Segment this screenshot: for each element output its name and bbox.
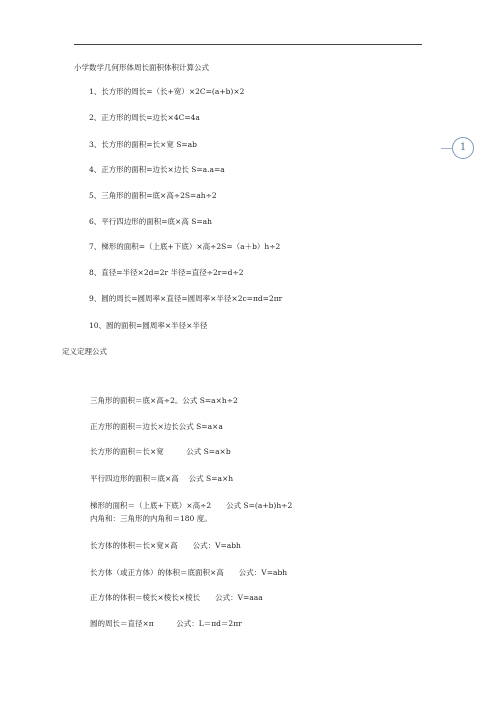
definition-line: 梯形的面积＝（上底+下底）×高÷2 公式 S=(a+b)h÷2 — [90, 501, 293, 510]
formula-line: 9、圆的周长=圆周率×直径=圆周率×半径×2c=πd=2πr — [89, 294, 283, 303]
formula-line: 3、长方形的面积=长×宽 S=ab — [89, 140, 197, 149]
definition-line: 内角和：三角形的内角和＝180 度。 — [90, 514, 212, 523]
section-title: 定义定理公式 — [62, 347, 107, 356]
formula-line: 8、直径=半径×2d=2r 半径=直径÷2r=d÷2 — [89, 268, 244, 277]
header-rule — [74, 44, 422, 45]
definition-line: 圆的周长＝直径×π 公式：L＝πd＝2πr — [90, 619, 242, 628]
formula-line: 6、平行四边形的面积=底×高 S=ah — [89, 217, 212, 226]
definition-line: 三角形的面积＝底×高÷2。公式 S=a×h÷2 — [90, 396, 238, 405]
formula-line: 2、正方形的周长=边长×4C=4a — [89, 113, 200, 122]
document-title: 小学数学几何形体周长面积体积计算公式 — [74, 63, 209, 72]
definition-line: 长方形的面积＝长×宽 公式 S=a×b — [90, 447, 231, 456]
definition-line: 正方体的体积＝棱长×棱长×棱长 公式：V=aaa — [90, 593, 263, 602]
page-number-marker: 1 — [452, 137, 474, 159]
definition-line: 正方形的面积＝边长×边长公式 S=a×a — [90, 422, 223, 431]
definition-line: 长方体的体积＝长×宽×高 公式：V=abh — [90, 541, 241, 550]
formula-line: 10、圆的面积=圆周率×半径×半径 — [89, 321, 208, 330]
formula-line: 4、正方形的面积=边长×边长 S=a.a=a — [89, 165, 225, 174]
definition-line: 平行四边形的面积＝底×高 公式 S=a×h — [90, 474, 234, 483]
formula-line: 7、梯形的面积=（上底+下底）×高÷2S=（a＋b）h÷2 — [89, 242, 281, 251]
formula-line: 5、三角形的面积=底×高÷2S=ah÷2 — [89, 191, 217, 200]
definition-line: 长方体（或正方体）的体积＝底面积×高 公式：V=abh — [90, 568, 288, 577]
formula-line: 1、长方形的周长=（长+宽）×2C=(a+b)×2 — [89, 87, 245, 96]
